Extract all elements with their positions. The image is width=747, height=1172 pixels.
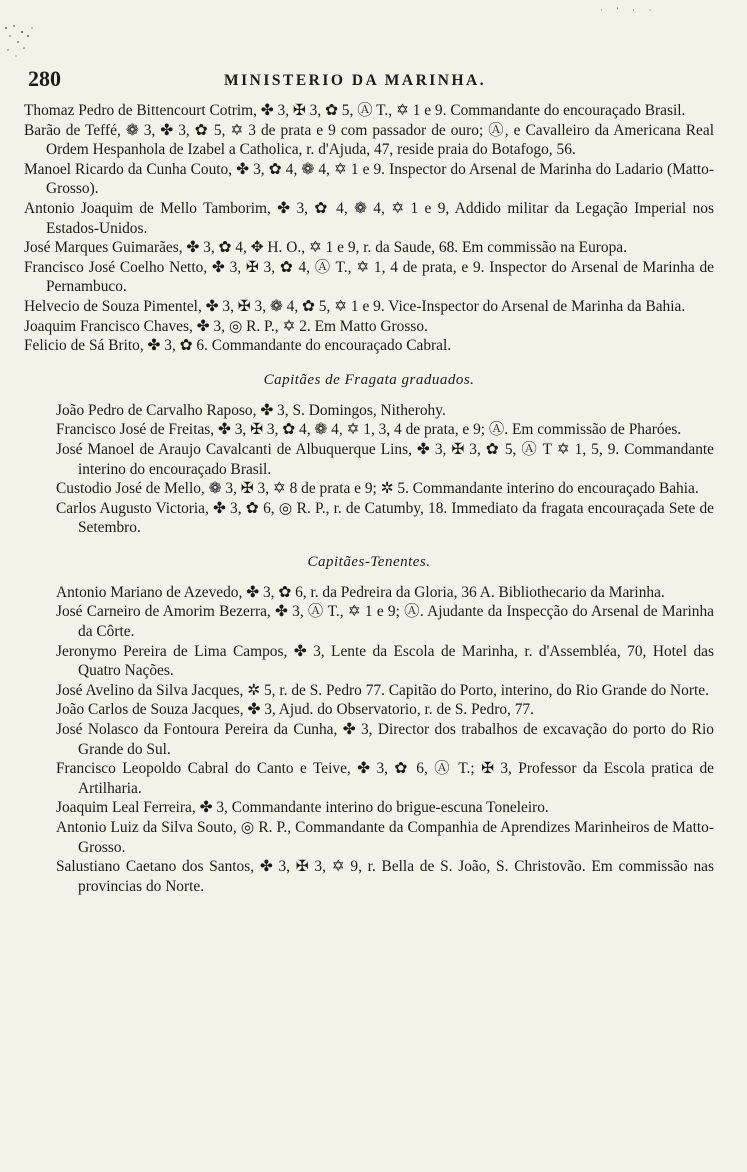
- list-item: Thomaz Pedro de Bittencourt Cotrim, ✤ 3, ✠ 3, ✿ 5, Ⓐ T., ✡ 1 e 9. Commandante do encouraçado Brasil.: [24, 102, 686, 119]
- list-item: Carlos Augusto Victoria, ✤ 3, ✿ 6, ◎ R. P., r. de Catumby, 18. Immediato da fragata encouraçada Sete de Setembro.: [56, 499, 714, 537]
- list-item: Francisco José de Freitas, ✤ 3, ✠ 3, ✿ 4, ❁ 4, ✡ 1, 3, 4 de prata, e 9; Ⓐ. Em commissão de Pharóes.: [56, 421, 682, 439]
- list-item: Francisco Leopoldo Cabral do Canto e Teive, ✤ 3, ✿ 6, Ⓐ T.; ✠ 3, Professor da Escola pratica de Artilharia.: [56, 760, 714, 797]
- list-item: Antonio Joaquim de Mello Tamborim, ✤ 3, ✿ 4, ❁ 4, ✡ 1 e 9, Addido militar da Legação Imperial nos Estados-Unidos.: [24, 199, 714, 237]
- list-item: Helvecio de Souza Pimentel, ✤ 3, ✠ 3, ❁ 4, ✿ 5, ✡ 1 e 9. Vice-Inspector do Arsenal de Marinha da Bahia.: [24, 297, 686, 315]
- list-item: Manoel Ricardo da Cunha Couto, ✤ 3, ✿ 4, ❁ 4, ✡ 1 e 9. Inspector do Arsenal de Marinha do Ladario (Matto-Grosso).: [24, 160, 714, 198]
- list-item: José Marques Guimarães, ✤ 3, ✿ 4, ✥ H. O., ✡ 1 e 9, r. da Saude, 68. Em commissão na Europa.: [24, 239, 627, 257]
- list-item: Francisco José Coelho Netto, ✤ 3, ✠ 3, ✿ 4, Ⓐ T., ✡ 1, 4 de prata, e 9. Inspector do Arsenal de Marinha de Pernambuco.: [24, 258, 714, 296]
- list-item: João Pedro de Carvalho Raposo, ✤ 3, S. Domingos, Nitherohy.: [56, 401, 446, 419]
- list-item: Salustiano Caetano dos Santos, ✤ 3, ✠ 3, ✡ 9, r. Bella de S. João, S. Christovão. Em commissão nas provincias do Norte.: [56, 858, 714, 895]
- list-item: João Carlos de Souza Jacques, ✤ 3, Ajud. do Observatorio, r. de S. Pedro, 77.: [56, 701, 534, 719]
- list-item: Joaquim Francisco Chaves, ✤ 3, ◎ R. P., ✡ 2. Em Matto Grosso.: [24, 317, 428, 335]
- margin-marks: · ' · ·: [600, 6, 658, 15]
- page-number: 280: [28, 66, 61, 91]
- section-heading-capitaes-tenentes: Capitães-Tenentes.: [307, 553, 431, 570]
- section-capitaes-tenentes: [56, 583, 714, 897]
- list-item: José Nolasco da Fontoura Pereira da Cunha, ✤ 3, Director dos trabalhos de excavação do porto do Rio Grande do Sul.: [56, 721, 714, 758]
- section-heading-fragata-graduados: Capitães de Fragata graduados.: [263, 371, 475, 388]
- page-content: [24, 101, 714, 896]
- list-item: José Manoel de Araujo Cavalcanti de Albuquerque Lins, ✤ 3, ✠ 3, ✿ 5, Ⓐ T ✡ 1, 5, 9. Commandante interino do encouraçado Brasil.: [56, 440, 714, 478]
- list-item: José Carneiro de Amorim Bezerra, ✤ 3, Ⓐ T., ✡ 1 e 9; Ⓐ. Ajudante da Inspecção do Arsenal de Marinha da Côrte.: [56, 603, 714, 641]
- list-item: José Avelino da Silva Jacques, ✲ 5, r. de S. Pedro 77. Capitão do Porto, interino, do Rio Grande do Norte.: [56, 681, 709, 699]
- list-item: Joaquim Leal Ferreira, ✤ 3, Commandante interino do brigue-escuna Toneleiro.: [56, 799, 549, 817]
- section-fragata-graduados: [56, 401, 714, 538]
- ink-smudge: [2, 22, 38, 62]
- list-item: Barão de Teffé, ❁ 3, ✤ 3, ✿ 5, ✡ 3 de prata e 9 com passador de ouro; Ⓐ, e Cavalleiro da Americana Real Ordem Hespanhola de Izabel a Catholica, r. d'Ajuda, 47, reside praia do Botafogo, 56.: [24, 121, 714, 159]
- list-item: Antonio Mariano de Azevedo, ✤ 3, ✿ 6, r. da Pedreira da Gloria, 36 A. Bibliothecario da Marinha.: [56, 583, 665, 601]
- list-item: Jeronymo Pereira de Lima Campos, ✤ 3, Lente da Escola de Marinha, r. d'Assembléa, 70, Hotel das Quatro Nações.: [56, 642, 714, 680]
- list-item: Antonio Luiz da Silva Souto, ◎ R. P., Commandante da Companhia de Aprendizes Marinheiros de Matto-Grosso.: [56, 819, 714, 856]
- list-item: Felicio de Sá Brito, ✤ 3, ✿ 6. Commandante do encouraçado Cabral.: [24, 337, 452, 355]
- section-capitaes-de-fragata: [24, 101, 714, 356]
- list-item: Custodio José de Mello, ❁ 3, ✠ 3, ✡ 8 de prata e 9; ✲ 5. Commandante interino do encouraçado Bahia.: [56, 480, 699, 498]
- running-title: MINISTERIO DA MARINHA.: [224, 72, 487, 89]
- page-header: [24, 66, 714, 96]
